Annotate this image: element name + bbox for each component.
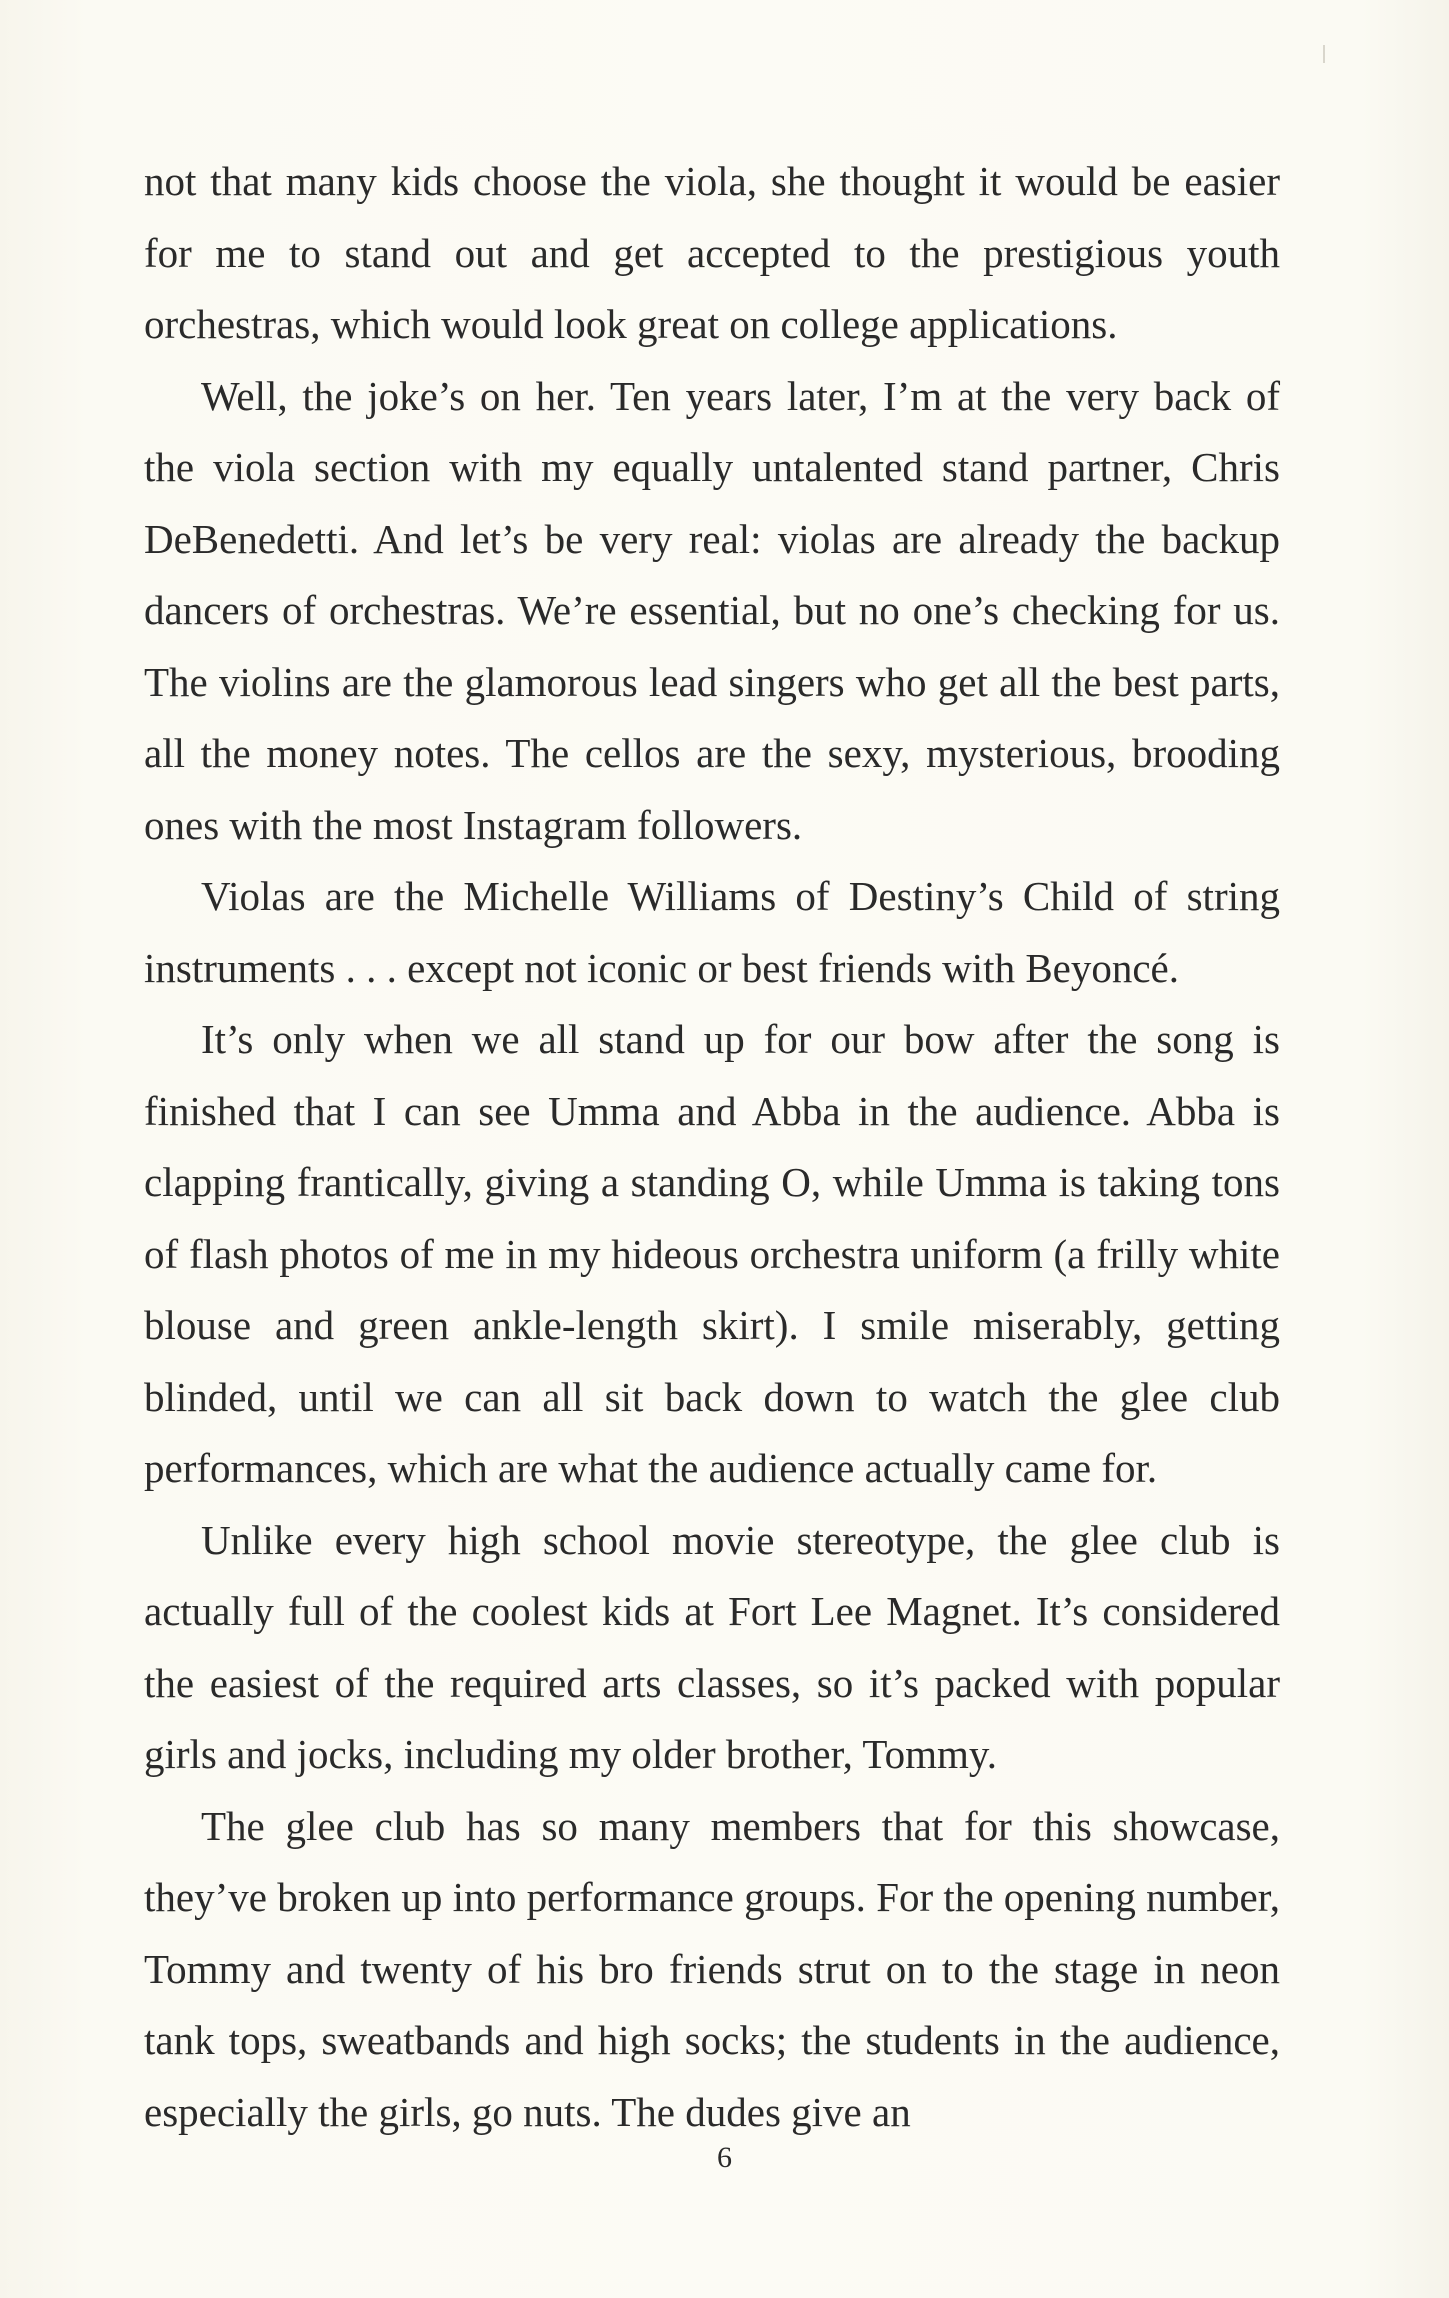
page-number: 6 bbox=[717, 2141, 732, 2174]
paragraph: Well, the joke’s on her. Ten years later, I’m at the very back of the viola section with my equally untalented stand partner, Chris DeBenedetti. And let’s be very real: violas are already the backup dancers of orchestras. We’re essential, but no one’s checking for us. The violins are the glamorous lead singers who get all the best parts, all the money notes. The cellos are the sexy, mysterious, brooding ones with the most Instagram followers. bbox=[144, 372, 1280, 848]
paragraph: The glee club has so many members that for this showcase, they’ve broken up into performance groups. For the opening number, Tommy and twenty of his bro friends strut on to the stage in neon tank tops, sweatbands and high socks; the students in the audience, especially the girls, go nuts. The dudes give an bbox=[144, 1802, 1280, 2135]
body-text bbox=[144, 146, 1280, 2148]
paragraph-continuation: not that many kids choose the viola, she thought it would be easier for me to stand out and get accepted to the prestigious youth orchestras, which would look great on college applications. bbox=[144, 158, 1280, 347]
paragraph: Violas are the Michelle Williams of Destiny’s Child of string instruments . . . except not iconic or best friends with Beyoncé. bbox=[144, 873, 1280, 991]
paper-speck bbox=[1323, 45, 1325, 63]
paragraph: It’s only when we all stand up for our bow after the song is finished that I can see Umma and Abba in the audience. Abba is clapping frantically, giving a standing O, while Umma is taking tons of flash photos of me in my hideous orchestra uniform (a frilly white blouse and green ankle-length skirt). I smile miserably, getting blinded, until we can all sit back down to watch the glee club performances, which are what the audience actually came for. bbox=[144, 1016, 1280, 1491]
paragraph: Unlike every high school movie stereotype, the glee club is actually full of the coolest kids at Fort Lee Magnet. It’s considered the easiest of the required arts classes, so it’s packed with popular girls and jocks, including my older brother, Tommy. bbox=[144, 1516, 1280, 1777]
